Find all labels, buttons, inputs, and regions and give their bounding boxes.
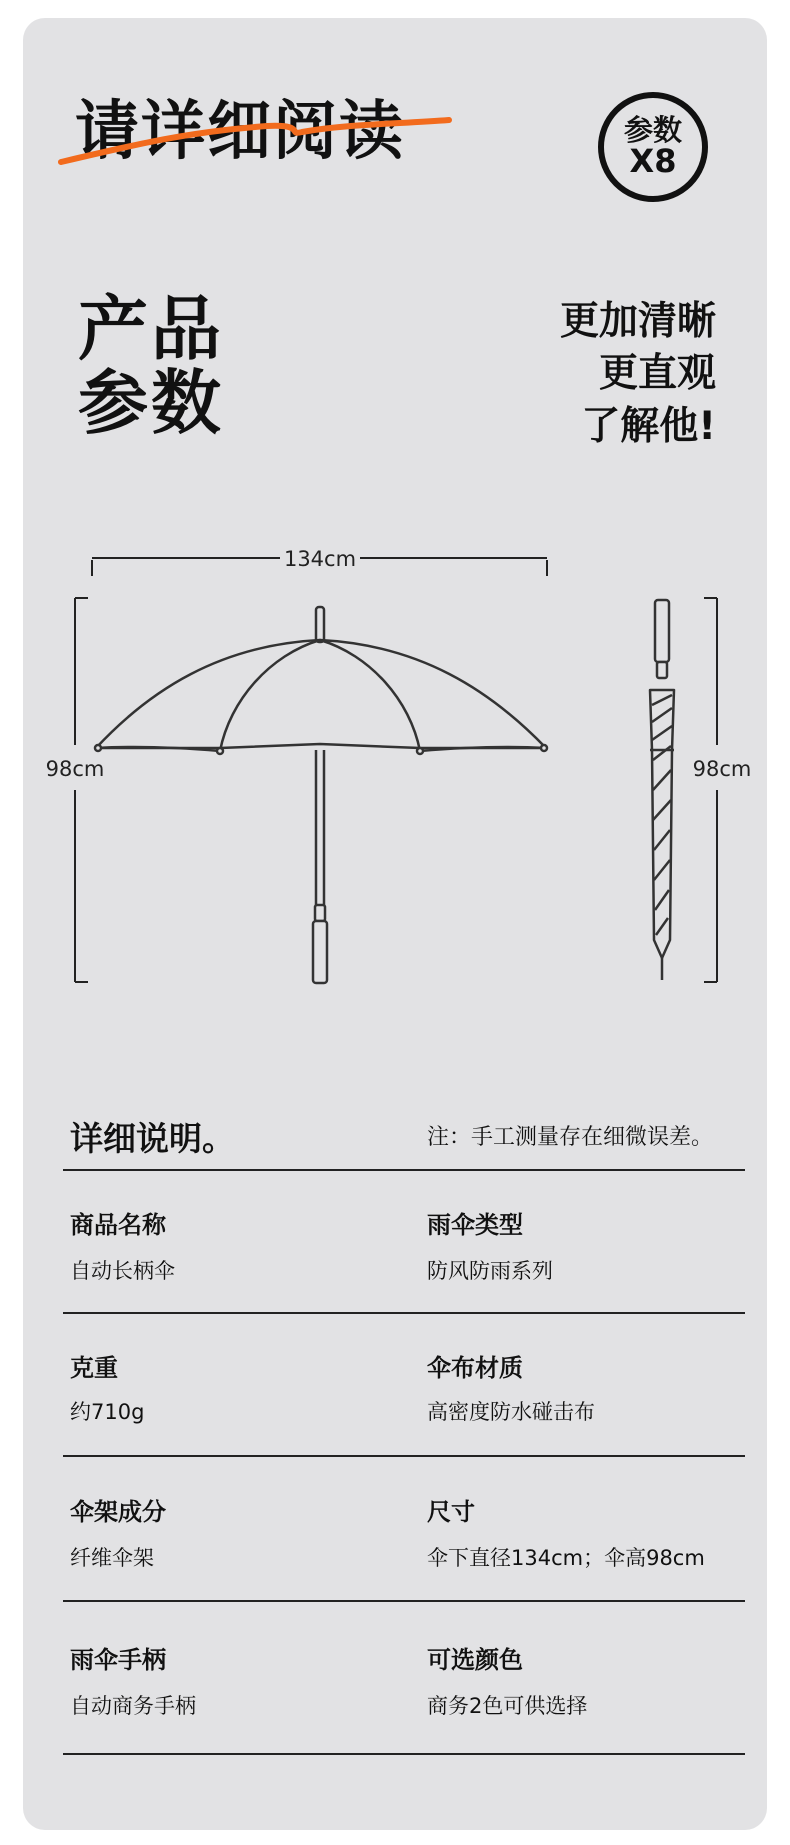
divider	[63, 1312, 745, 1314]
umbrella-dimension-diagram	[0, 530, 790, 1010]
tagline-line-1: 更加清晰	[559, 299, 716, 344]
height-label-closed: 98cm	[692, 757, 752, 781]
parameter-count-badge	[598, 92, 708, 202]
spec-label-umbrella-type: 雨伞类型	[427, 1211, 523, 1239]
spec-value-weight: 约710g	[70, 1400, 145, 1424]
section-heading	[78, 288, 224, 445]
heading-line-2: 参数	[78, 362, 224, 445]
measurement-note: 注：手工测量存在细微误差。	[427, 1125, 714, 1150]
page-title: 请详细阅读	[75, 95, 405, 169]
spec-value-frame: 纤维伞架	[70, 1546, 154, 1570]
divider	[63, 1600, 745, 1602]
badge-label: 参数	[623, 112, 682, 147]
divider	[63, 1455, 745, 1457]
divider	[63, 1169, 745, 1171]
heading-line-1: 产品	[78, 288, 224, 370]
badge-count: X8	[629, 142, 677, 181]
spec-label-weight: 克重	[70, 1354, 118, 1382]
closed-umbrella-illustration	[650, 600, 674, 980]
spec-value-umbrella-type: 防风防雨系列	[427, 1259, 553, 1283]
spec-value-colors: 商务2色可供选择	[427, 1694, 588, 1718]
spec-label-fabric: 伞布材质	[427, 1354, 523, 1382]
height-dimension-open	[46, 598, 105, 982]
tagline-line-3: 了解他!	[581, 403, 716, 449]
spec-label-handle: 雨伞手柄	[70, 1646, 166, 1674]
width-dimension	[92, 547, 547, 576]
orange-underline-stroke	[57, 95, 457, 182]
open-umbrella-illustration	[95, 607, 547, 983]
spec-label-size: 尺寸	[427, 1498, 475, 1526]
width-label: 134cm	[283, 547, 357, 571]
height-dimension-closed	[693, 598, 752, 982]
details-title: 详细说明。	[70, 1119, 235, 1158]
spec-label-frame: 伞架成分	[70, 1498, 166, 1526]
spec-value-product-name: 自动长柄伞	[70, 1259, 175, 1283]
spec-label-colors: 可选颜色	[427, 1646, 523, 1674]
height-label-open: 98cm	[45, 757, 105, 781]
divider	[63, 1753, 745, 1755]
spec-value-fabric: 高密度防水碰击布	[427, 1400, 595, 1424]
spec-value-handle: 自动商务手柄	[70, 1694, 196, 1718]
spec-value-size: 伞下直径134cm；伞高98cm	[427, 1546, 705, 1570]
spec-label-product-name: 商品名称	[70, 1211, 166, 1239]
tagline	[560, 296, 716, 453]
tagline-line-2: 更直观	[598, 351, 716, 397]
title-block	[75, 95, 405, 169]
